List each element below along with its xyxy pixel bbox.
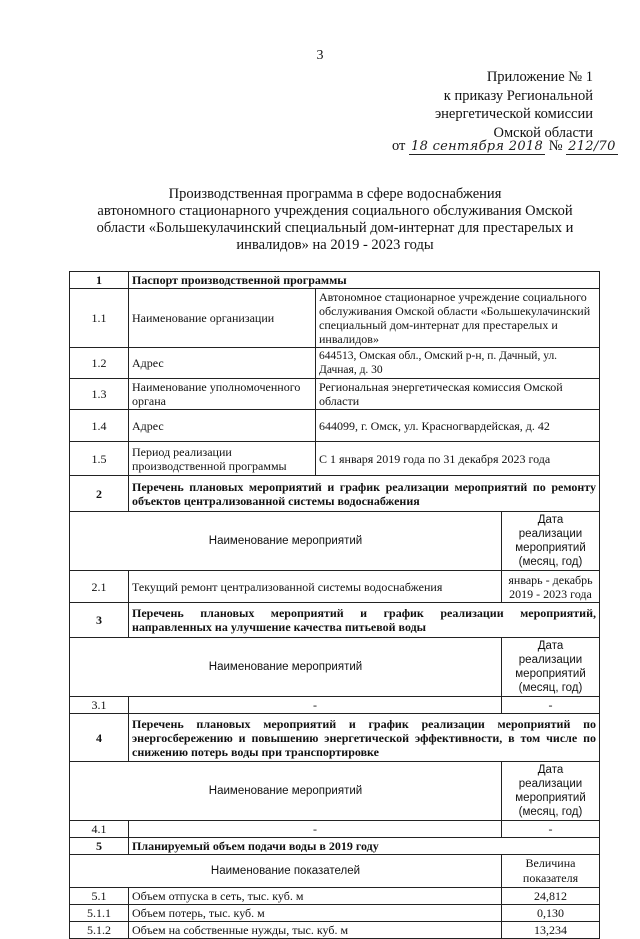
row-name: Объем на собственные нужды, тыс. куб. м xyxy=(129,922,502,939)
section-title: Перечень плановых мероприятий и график реализации мероприятий по ремонту объектов централизованной системы водоснабжения xyxy=(129,476,600,512)
table-row xyxy=(70,922,600,939)
document-title xyxy=(70,186,600,254)
row-number: 5.1.1 xyxy=(70,905,129,922)
row-value: 644099, г. Омск, ул. Красногвардейская, д. 42 xyxy=(316,410,600,442)
section-header-row xyxy=(70,838,600,855)
row-value: Автономное стационарное учреждение социального обслуживания Омской области «Большекулачинский специальный дом-интернат для престарелых и инвалидов» xyxy=(316,289,600,348)
row-label: Адрес xyxy=(129,410,316,442)
column-header-value: Величина показателя xyxy=(502,855,600,888)
column-header-date: Дата реализации мероприятий (месяц, год) xyxy=(502,512,600,571)
appendix-line: к приказу Региональной xyxy=(443,87,593,104)
row-value: 24,812 xyxy=(502,888,600,905)
column-header-row xyxy=(70,638,600,697)
column-header-name: Наименование мероприятий xyxy=(70,762,502,821)
section-number: 4 xyxy=(70,714,129,762)
row-number: 1.3 xyxy=(70,379,129,410)
column-header-row xyxy=(70,855,600,888)
order-date-handwritten: 18 сентября 2018 xyxy=(411,139,544,154)
row-name: Объем потерь, тыс. куб. м xyxy=(129,905,502,922)
table-row xyxy=(70,888,600,905)
row-number: 5.1 xyxy=(70,888,129,905)
row-date: - xyxy=(502,821,600,838)
table-row xyxy=(70,697,600,714)
title-line: инвалидов» на 2019 - 2023 годы xyxy=(236,237,434,253)
row-label: Наименование организации xyxy=(129,289,316,348)
order-reference xyxy=(392,138,632,155)
page-number: 3 xyxy=(316,48,324,63)
table-row xyxy=(70,379,600,410)
row-label: Адрес xyxy=(129,348,316,379)
column-header-name: Наименование мероприятий xyxy=(70,512,502,571)
row-date: январь - декабрь 2019 - 2023 года xyxy=(502,571,600,603)
row-number: 1.2 xyxy=(70,348,129,379)
row-date: - xyxy=(502,697,600,714)
appendix-line: Омской области xyxy=(493,124,593,141)
row-name: Текущий ремонт централизованной системы водоснабжения xyxy=(129,571,502,603)
table-row xyxy=(70,571,600,603)
section-header-row xyxy=(70,603,600,638)
section-title: Перечень плановых мероприятий и график реализации мероприятий по энергосбережению и повышению энергетической эффективности, в том числе по снижению потерь воды при транспортировке xyxy=(129,714,600,762)
row-label: Период реализации производственной программы xyxy=(129,442,316,476)
order-number-sign: № xyxy=(548,138,563,154)
row-number: 4.1 xyxy=(70,821,129,838)
title-line: Производственная программа в сфере водоснабжения xyxy=(168,186,502,202)
row-name: Объем отпуска в сеть, тыс. куб. м xyxy=(129,888,502,905)
table-row xyxy=(70,289,600,348)
row-label: Наименование уполномоченного органа xyxy=(129,379,316,410)
row-name: - xyxy=(129,821,502,838)
section-number: 1 xyxy=(70,272,129,289)
table-row xyxy=(70,348,600,379)
table-row xyxy=(70,905,600,922)
table-row xyxy=(70,821,600,838)
section-number: 3 xyxy=(70,603,129,638)
section-number: 2 xyxy=(70,476,129,512)
section-title: Планируемый объем подачи воды в 2019 году xyxy=(129,838,600,855)
column-header-date: Дата реализации мероприятий (месяц, год) xyxy=(502,762,600,821)
column-header-date: Дата реализации мероприятий (месяц, год) xyxy=(502,638,600,697)
column-header-row xyxy=(70,512,600,571)
order-prefix: от xyxy=(392,138,406,154)
row-value: Региональная энергетическая комиссия Омской области xyxy=(316,379,600,410)
title-line: области «Большекулачинский специальный дом-интернат для престарелых и xyxy=(96,220,574,236)
row-value: 644513, Омская обл., Омский р-н, п. Дачный, ул. Дачная, д. 30 xyxy=(316,348,600,379)
section-header-row xyxy=(70,476,600,512)
column-header-name: Наименование мероприятий xyxy=(70,638,502,697)
row-number: 1.1 xyxy=(70,289,129,348)
row-number: 3.1 xyxy=(70,697,129,714)
row-name: - xyxy=(129,697,502,714)
row-value: С 1 января 2019 года по 31 декабря 2023 года xyxy=(316,442,600,476)
table-row xyxy=(70,442,600,476)
row-value: 0,130 xyxy=(502,905,600,922)
row-value: 13,234 xyxy=(502,922,600,939)
appendix-block xyxy=(380,68,593,142)
column-header-row xyxy=(70,762,600,821)
order-number-handwritten: 212/70 xyxy=(568,139,616,154)
section-header-row xyxy=(70,272,600,289)
section-title: Перечень плановых мероприятий и график реализации мероприятий, направленных на улучшение качества питьевой воды xyxy=(129,603,600,638)
section-title: Паспорт производственной программы xyxy=(129,272,600,289)
row-number: 5.1.2 xyxy=(70,922,129,939)
row-number: 1.5 xyxy=(70,442,129,476)
row-number: 1.4 xyxy=(70,410,129,442)
appendix-line: энергетической комиссии xyxy=(434,106,593,122)
production-program-table xyxy=(69,271,600,939)
appendix-line: Приложение № 1 xyxy=(486,69,593,85)
title-line: автономного стационарного учреждения социального обслуживания Омской xyxy=(97,203,573,219)
row-number: 2.1 xyxy=(70,571,129,603)
table-row xyxy=(70,410,600,442)
section-header-row xyxy=(70,714,600,762)
section-number: 5 xyxy=(70,838,129,855)
column-header-name: Наименование показателей xyxy=(70,855,502,888)
